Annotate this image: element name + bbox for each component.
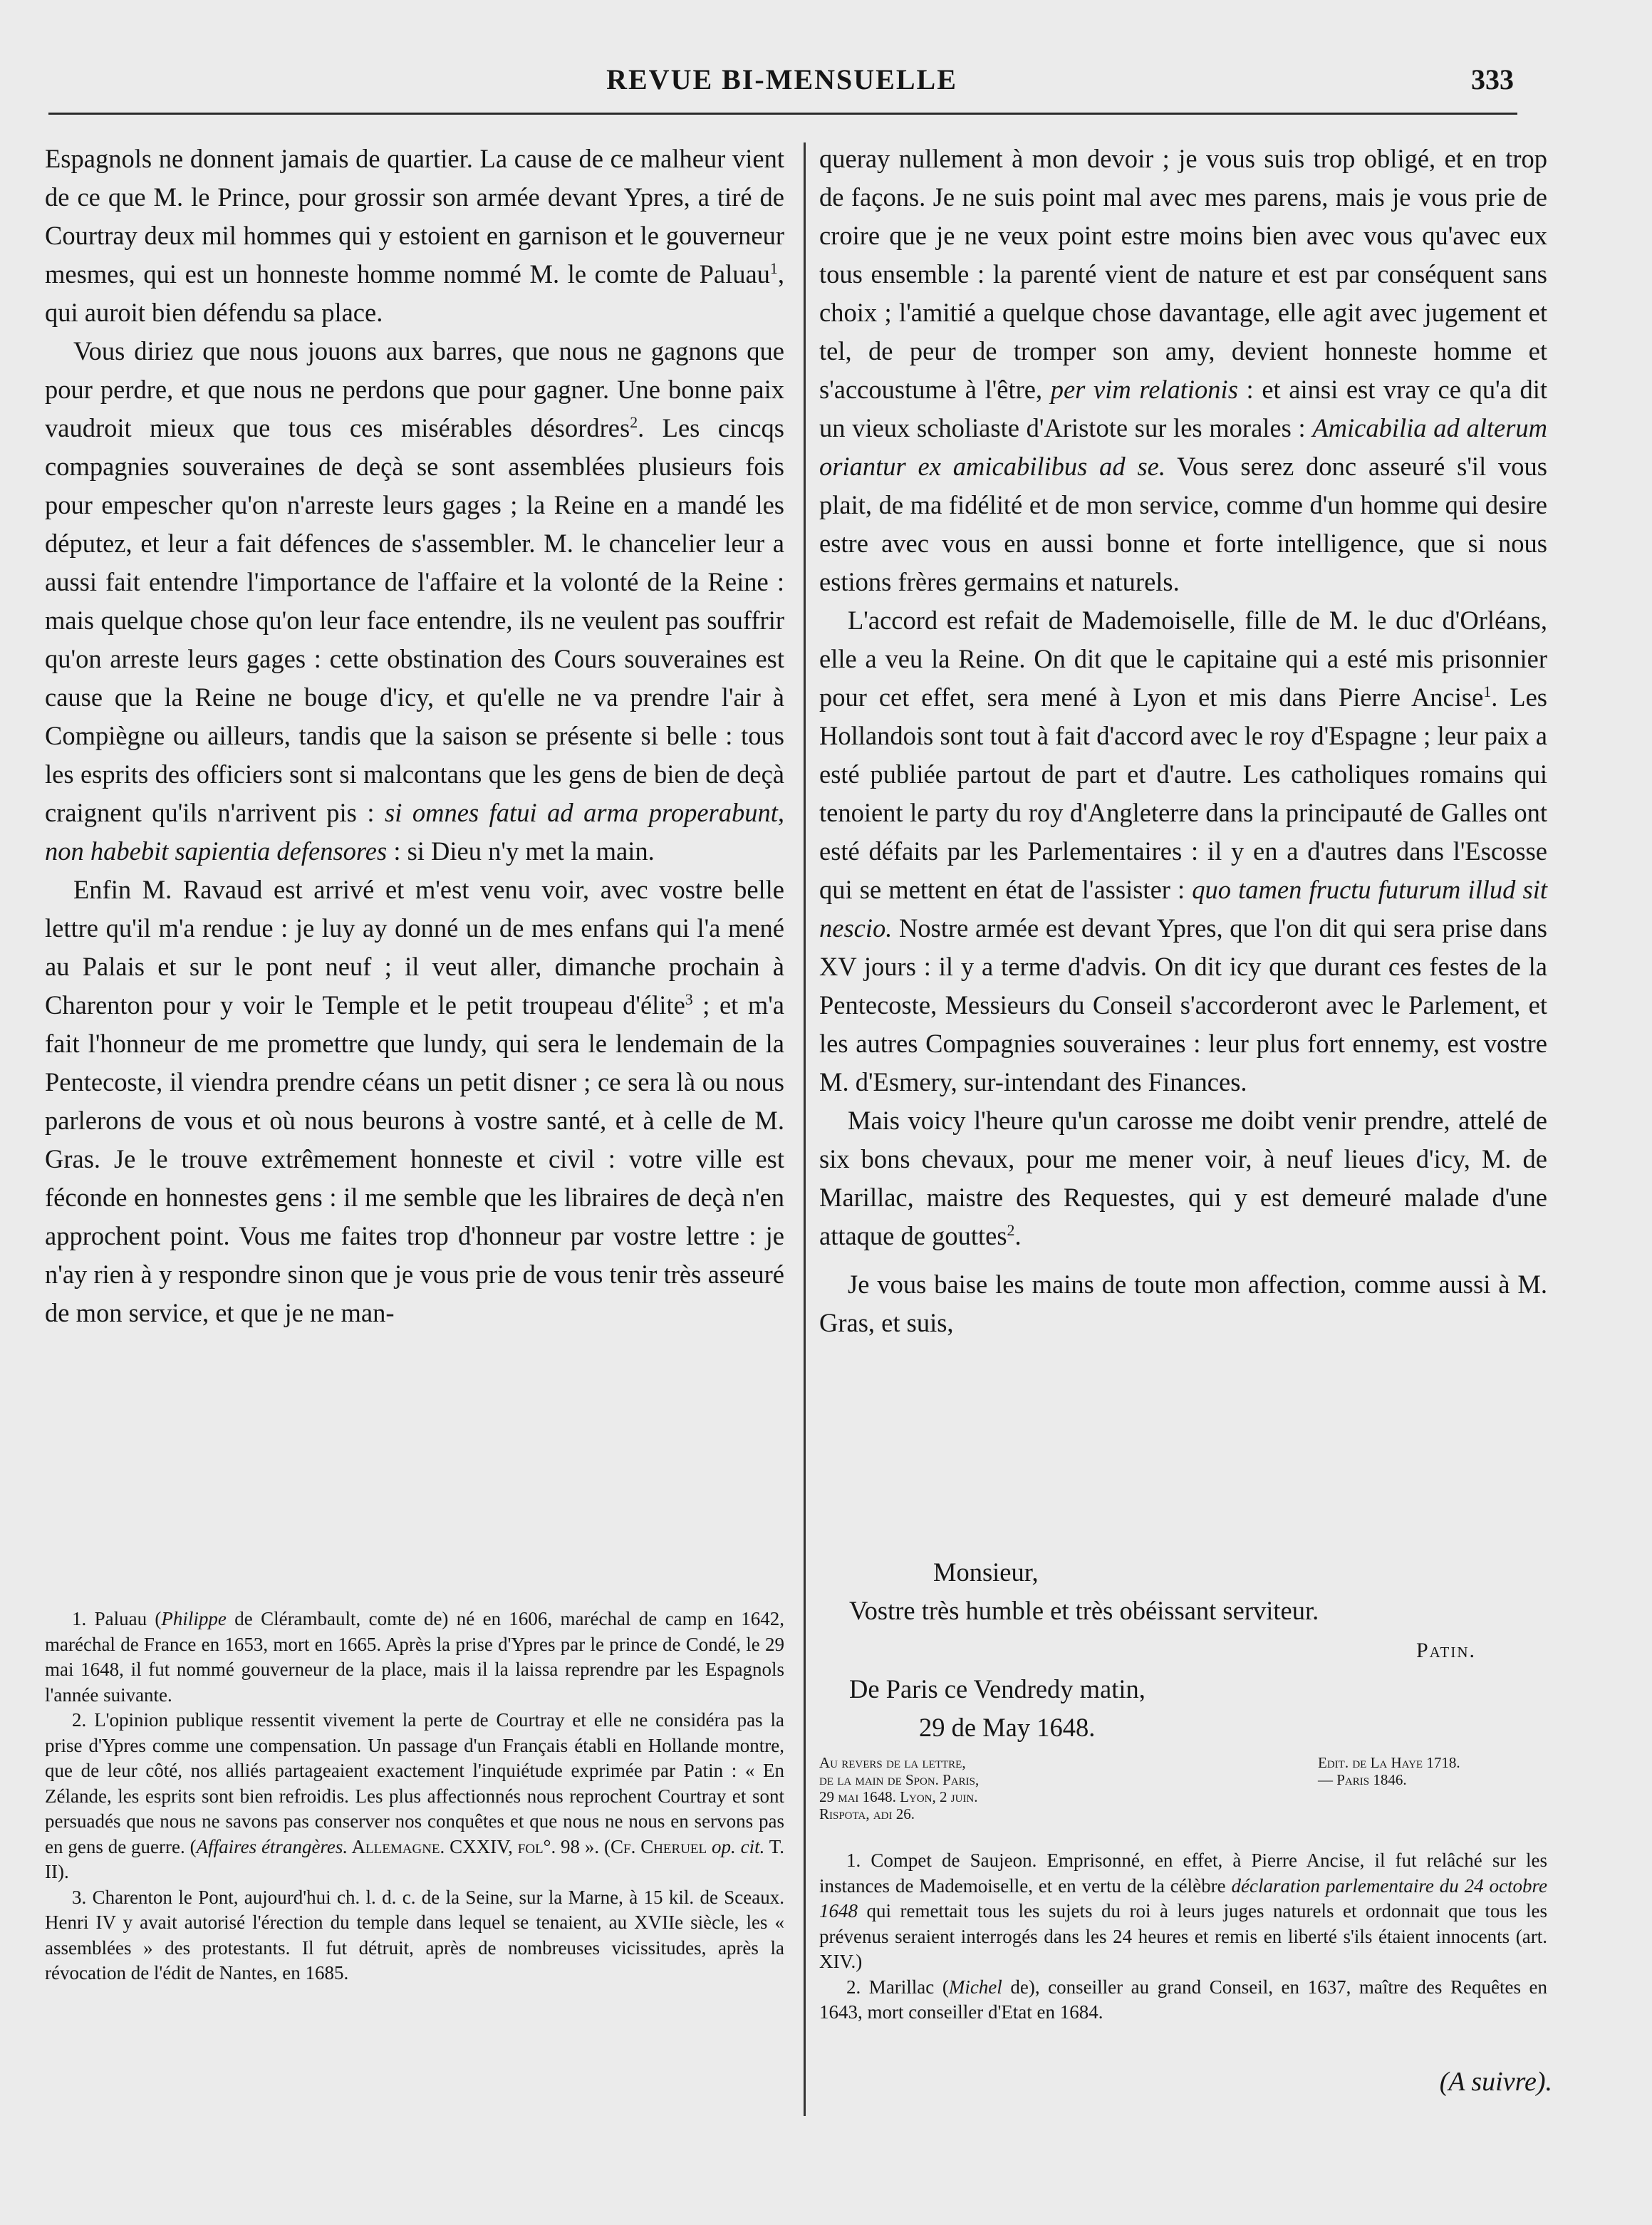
place-date: 29 de May 1648. bbox=[919, 1713, 1096, 1742]
column-divider bbox=[804, 142, 806, 2116]
footnote: 1. Paluau (Philippe de Clérambault, comte de) né en 1606, maréchal de camp en 1642, maréchal de France en 1653, mort en 1665. Après la prise d'Ypres par le prince de Condé, le 29 mai 1648, il fut nommé gouverneur de la place, mais il la laissa reprendre par les Espagnols l'année suivante. bbox=[45, 1608, 784, 1706]
paragraph: Enfin M. Ravaud est arrivé et m'est venu voir, avec vostre belle lettre qu'il m'a rendue : je luy ay donné un de mes enfans qui l'a mené au Palais et sur le pont neuf ; il veut aller, dimanche prochain à Charenton pour y voir le Temple et le petit troupeau d'élite$^3$ ; et m'a fait l'honneur de me promettre que lundy, qui sera le lendemain de la Pentecoste, il viendra prendre céans un petit disner ; ce sera là ou nous parlerons de vous et où nous beurons à vostre santé, et à celle de M. Gras. Je le trouve extrêmement honneste et civil : votre ville est féconde en honnestes gens : il me semble que les libraires de deçà n'en approchent point. Vous me faites trop d'honneur par vostre lettre : je n'ay rien à y respondre sinon que je vous prie de vous tenir très asseuré de mon service, et que je ne man- bbox=[45, 875, 784, 1327]
signature-line bbox=[819, 1632, 1547, 1670]
paragraph: Vous diriez que nous jouons aux barres, que nous ne gagnons que pour perdre, et que nous ne perdons que pour gagner. Une bonne paix vaudroit mieux que tous ces misérables désordres$^2$. Les cincqs compagnies souveraines de deçà se sont assemblées plusieurs fois pour empescher qu'on n'arreste leurs gages ; la Reine en a mandé les députez, et leur a fait défences de s'assembler. M. le chancelier leur a aussi fait entendre l'importance de l'affaire et la volonté de la Reine : mais quelque chose qu'on leur face entendre, ils ne veulent pas souffrir qu'on arreste leurs gages : cette obstination des Cours souveraines est cause que la Reine ne bouge d'icy, et qu'elle ne va prendre l'air à Compiègne ou ailleurs, tandis que la saison se présente si belle : tous les esprits des officiers sont si malcontans que les gens de bien de deçà craignent qu'ils n'arrivent pis : si omnes fatui ad arma properabunt, non habebit sapientia defensores : si Dieu n'y met la main. bbox=[45, 336, 784, 866]
endorsement: Au revers de la lettre, de la main de Spon. Paris, 29 mai 1648. Lyon, 2 juin. Rispota, adi 26. bbox=[819, 1754, 980, 1822]
page-number: 333 bbox=[1471, 63, 1514, 95]
running-header bbox=[43, 63, 1521, 105]
paragraph: L'accord est refait de Mademoiselle, fille de M. le duc d'Orléans, elle a veu la Reine. On dit que le capitaine qui a esté mis prisonnier pour cet effet, sera mené à Lyon et mis dans Pierre Ancise$^1$. Les Hollandois sont tout à fait d'accord avec le roy d'Espagne ; leur paix a esté publiée partout de part et d'autre. Les catholiques romains qui tenoient le party du roy d'Angleterre dans la principauté de Galles ont esté défaits par les Parlementaires : il y en a d'autres dans l'Escosse qui se mettent en état de l'assister : quo tamen fructu futurum illud sit nescio. Nostre armée est devant Ypres, que l'on dit qui sera prise dans XV jours : il y a terme d'advis. On dit icy que durant ces festes de la Pentecoste, Messieurs du Conseil s'accorderont avec le Parlement, et les autres Compagnies souveraines : leur plus fort ennemy, est vostre M. d'Esmery, sur-intendant des Finances. bbox=[819, 606, 1548, 1096]
right-column bbox=[819, 140, 1547, 1342]
footnote-mark: 1 bbox=[1483, 682, 1492, 700]
footnote: 2. L'opinion publique ressentit vivement la perte de Courtray et elle ne considéra pas la prise d'Ypres comme une compensation. Un passage d'un Français établi en Hollande montre, que de leur côté, nos alliés partageaient exactement l'inquiétude exprimée par Patin : « En Zélande, les esprits sont bien refroidis. Les plus affectionnés nous reprochent Courtray et sont persuadés que nous ne savons pas conserver nos conquêtes et que nous ne nous en servons pas en gens de guerre. (Affaires étrangères. Allemagne. CXXIV, fol°. 98 ». (Cf. Cheruel op. cit. T. II). bbox=[45, 1709, 784, 1882]
latin-quote: quo tamen fructu futurum illud sit nescio. bbox=[819, 875, 1547, 943]
footnote-mark: 1 bbox=[769, 259, 778, 277]
latin-quote: si omnes fatui ad arma properabunt, non habebit sapientia defensores bbox=[45, 798, 784, 866]
place-date: De Paris ce Vendredy matin, bbox=[849, 1674, 1146, 1703]
paragraph: Je vous baise les mains de toute mon affection, comme aussi à M. Gras, et suis, bbox=[819, 1270, 1547, 1337]
closing-formula: Vostre très humble et très obéissant serviteur. bbox=[849, 1596, 1319, 1625]
paragraph: Mais voicy l'heure qu'un carosse me doibt venir prendre, attelé de six bons chevaux, pour me mener voir, à neuf lieues d'icy, M. de Marillac, maistre des Requestes, qui y est demeuré malade d'une attaque de gouttes$^2$. bbox=[819, 1106, 1547, 1250]
footnote: 3. Charenton le Pont, aujourd'hui ch. l. d. c. de la Seine, sur la Marne, à 15 kil. de Sceaux. Henri IV y avait autorisé l'érection du temple dans lequel se tenaient, au XVIIe siècle, les « assemblées » des protestants. Il fut détruit, après de nombreuses vicissitudes, après la révocation de l'édit de Nantes, en 1685. bbox=[45, 1886, 784, 1983]
salutation: Monsieur, bbox=[933, 1557, 1039, 1587]
paragraph: queray nullement à mon devoir ; je vous suis trop obligé, et en trop de façons. Je ne suis point mal avec mes parens, mais je vous prie de croire que je ne veux point estre moins bien avec vous qu'avec eux tous ensemble : la parenté vient de nature et est par conséquent sans choix ; l'amitié a quelque chose davantage, elle agit avec jugement et tel, de peur de tromper son amy, devient honneste homme et s'accoustume à l'être, per vim relationis : et ainsi est vray ce qu'a dit un vieux scholiaste d'Aristote sur les morales : Amicabilia ad alterum oriantur ex amicabilibus ad se. Vous serez donc asseuré s'il vous plait, de ma fidélité et de mon service, comme d'un homme qui desire estre avec vous en aussi bonne et forte intelligence, que si nous estions frères germains et naturels. bbox=[819, 144, 1548, 596]
signature: Patin. bbox=[1415, 1639, 1476, 1662]
journal-title: REVUE BI-MENSUELLE bbox=[606, 63, 957, 95]
left-column bbox=[45, 140, 784, 1332]
footnote-mark: 2 bbox=[1007, 1220, 1015, 1239]
footnotes-left bbox=[45, 1607, 784, 1986]
footnote: 2. Marillac (Michel de), conseiller au grand Conseil, en 1637, maître des Requêtes en 1643, mort conseiller d'Etat en 1684. bbox=[819, 1976, 1547, 2023]
latin-quote: Amicabilia ad alterum oriantur ex amicabilibus ad se. bbox=[819, 413, 1548, 481]
footnotes-right bbox=[819, 1848, 1547, 2026]
footnote-mark: 3 bbox=[685, 990, 693, 1008]
continuation-note: (A suivre). bbox=[1439, 2067, 1552, 2097]
header-rule bbox=[48, 113, 1517, 115]
paragraph: Espagnols ne donnent jamais de quartier. La cause de ce malheur vient de ce que M. le Prince, pour grossir son armée devant Ypres, a tiré de Courtray deux mil hommes qui y estoient en garnison et le gouverneur mesmes, qui est un honneste homme nommé M. le comte de Paluau$^1$, qui auroit bien défendu sa place. bbox=[45, 144, 784, 327]
edition-note: Edit. de La Haye 1718. — Paris 1846. bbox=[1318, 1754, 1460, 1788]
footnote: 1. Compet de Saujeon. Emprisonné, en effet, à Pierre Ancise, il fut relâché sur les instances de Mademoiselle, et en vertu de la célèbre déclaration parlementaire du 24 octobre 1648 qui remettait tous les sujets du roi à leurs juges naturels et ordonnait que tous les prévenus seraient interrogés dans les 24 heures et remis en liberté s'ils étaient innocents (art. XIV.) bbox=[819, 1850, 1547, 1972]
footnote-mark: 2 bbox=[630, 413, 638, 431]
latin-quote: per vim relationis bbox=[1050, 375, 1238, 404]
